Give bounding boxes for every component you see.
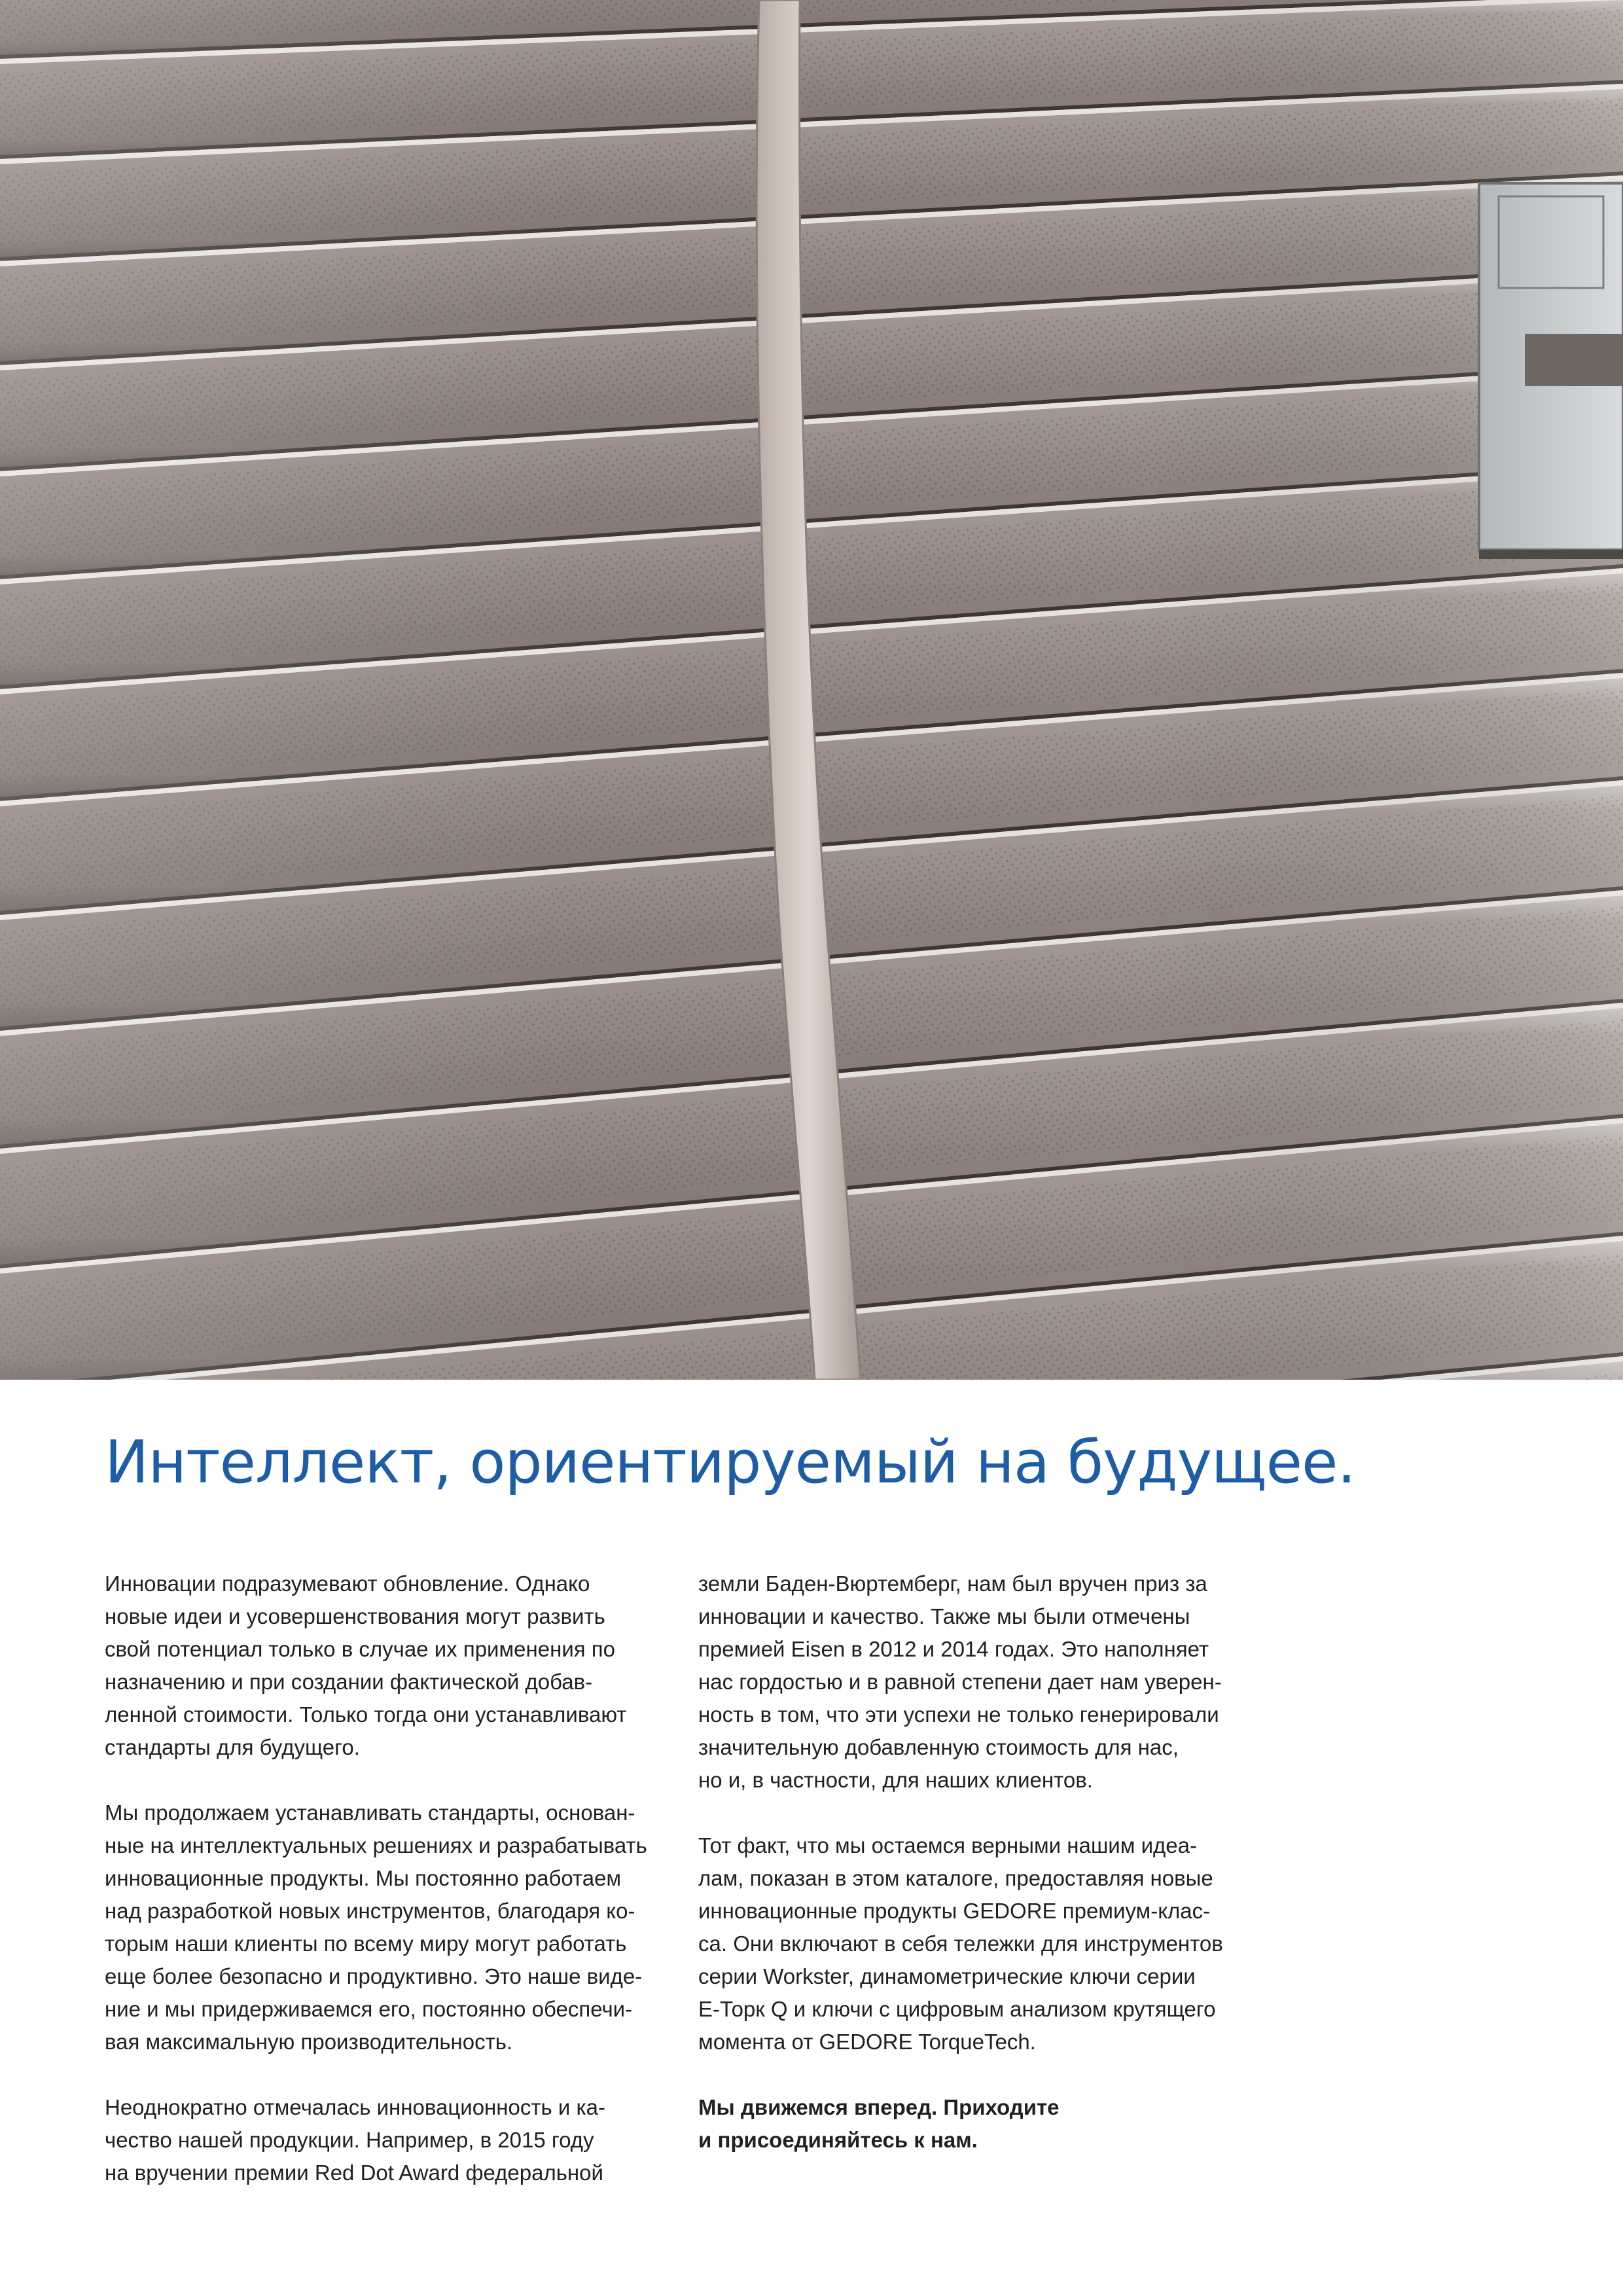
closing-statement: Мы движемся вперед. Приходите и присоединяйтесь к нам. <box>698 2095 1060 2152</box>
paragraph-standards: Мы продолжаем устанавливать стандарты, основан- ные на интеллектуальных решениях и разрабатывать инновационные продукты. Мы постоянно работаем над разработкой новых инструментов, благодаря ко- торым наши клиенты по всему миру могут работать еще более безопасно и продуктивно. Это наше виде- ние и мы придерживаемся его, постоянно обеспечи- вая максимальную производительность. <box>105 1801 647 2054</box>
body-column-left <box>105 1568 674 2222</box>
paragraph-innovation: Инновации подразумевают обновление. Однако новые идеи и усовершенствования могут развить свой потенциал только в случае их применения по назначению и при создании фактической добав- ленной стоимости. Только тогда они устанавливают стандарты для будущего. <box>105 1571 627 1759</box>
page-title: Интеллект, ориентируемый на будущее. <box>105 1428 1355 1497</box>
paragraph-catalog: Тот факт, что мы остаемся верными нашим идеа- лам, показан в этом каталоге, предоставляя новые инновационные продукты GEDORE премиум-клас- са. Они включают в себя тележки для инструментов серии Workster, динамометрические ключи серии E-Торк Q и ключи с цифровым анализом крутящего момента от GEDORE TorqueTech. <box>698 1833 1223 2054</box>
paragraph-awards-continued: земли Баден-Вюртемберг, нам был вручен приз за инновации и качество. Также мы были отмечены премией Eisen в 2012 и 2014 годах. Это наполняет нас гордостью и в равной степени дает нам уверен- ность в том, что эти успехи не только генерировали значительную добавленную стоимость для нас, но и, в частности, для наших клиентов. <box>698 1571 1222 1792</box>
paragraph-awards: Неоднократно отмечалась инновационность и ка- чество нашей продукции. Например, в 2015 году на вручении премии Red Dot Award федеральной <box>105 2095 605 2185</box>
body-column-right <box>698 1568 1268 2189</box>
